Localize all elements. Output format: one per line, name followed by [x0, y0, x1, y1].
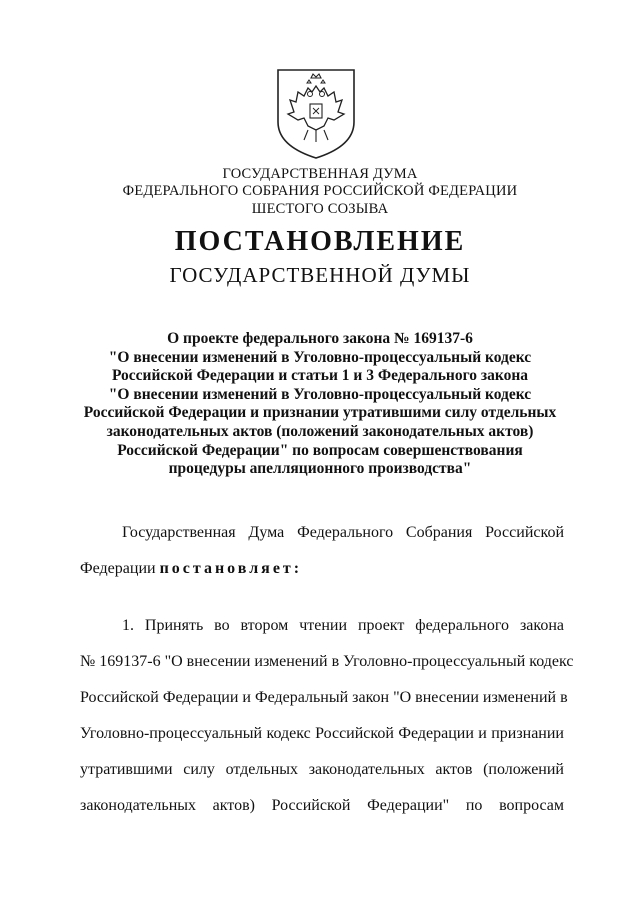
about-line: законодательных актов (положений законодательных актов) [106, 422, 534, 440]
document-about [60, 330, 580, 479]
document-title: ПОСТАНОВЛЕНИЕ [174, 226, 466, 257]
preamble-line: Государственная Дума Федерального Собрания Российской [122, 524, 564, 541]
preamble-text: Федерации [80, 560, 160, 577]
about-line: Российской Федерации и статьи 1 и 3 Федерального закона [111, 367, 529, 385]
preamble-line [80, 560, 564, 578]
russian-coat-of-arms-icon [274, 66, 358, 160]
item1-line: № 169137-6 "О внесении изменений в Уголовно-процессуальный кодекс [80, 653, 574, 670]
org-name-line2: ФЕДЕРАЛЬНОГО СОБРАНИЯ РОССИЙСКОЙ ФЕДЕРАЦИИ [122, 183, 518, 199]
item1-line: законодательных актов) Российской Федерации" по вопросам [80, 797, 564, 814]
item1-line: Уголовно-процессуальный кодекс Российской Федерации и признании [80, 725, 564, 742]
about-line: "О внесении изменений в Уголовно-процессуальный кодекс [108, 348, 532, 366]
org-convocation: ШЕСТОГО СОЗЫВА [251, 201, 389, 217]
coat-of-arms-emblem [274, 66, 358, 160]
document-subtitle: ГОСУДАРСТВЕННОЙ ДУМЫ [169, 263, 471, 287]
about-line: О проекте федерального закона № 169137-6 [167, 330, 473, 347]
about-line: Российской Федерации" по вопросам совершенствования [117, 441, 523, 459]
item1-line: утратившими силу отдельных законодательных актов (положений [80, 761, 564, 778]
about-line: "О внесении изменений в Уголовно-процессуальный кодекс [108, 385, 532, 403]
decree-verb: постановляет: [159, 560, 303, 577]
org-name-line1: ГОСУДАРСТВЕННАЯ ДУМА [222, 166, 418, 182]
about-line: процедуры апелляционного производства" [168, 460, 472, 478]
about-line: Российской Федерации и признании утратившими силу отдельных [83, 404, 557, 422]
item1-line: Российской Федерации и Федеральный закон "О внесении изменений в [80, 689, 568, 706]
item1-line: 1. Принять во втором чтении проект федерального закона [122, 617, 564, 634]
